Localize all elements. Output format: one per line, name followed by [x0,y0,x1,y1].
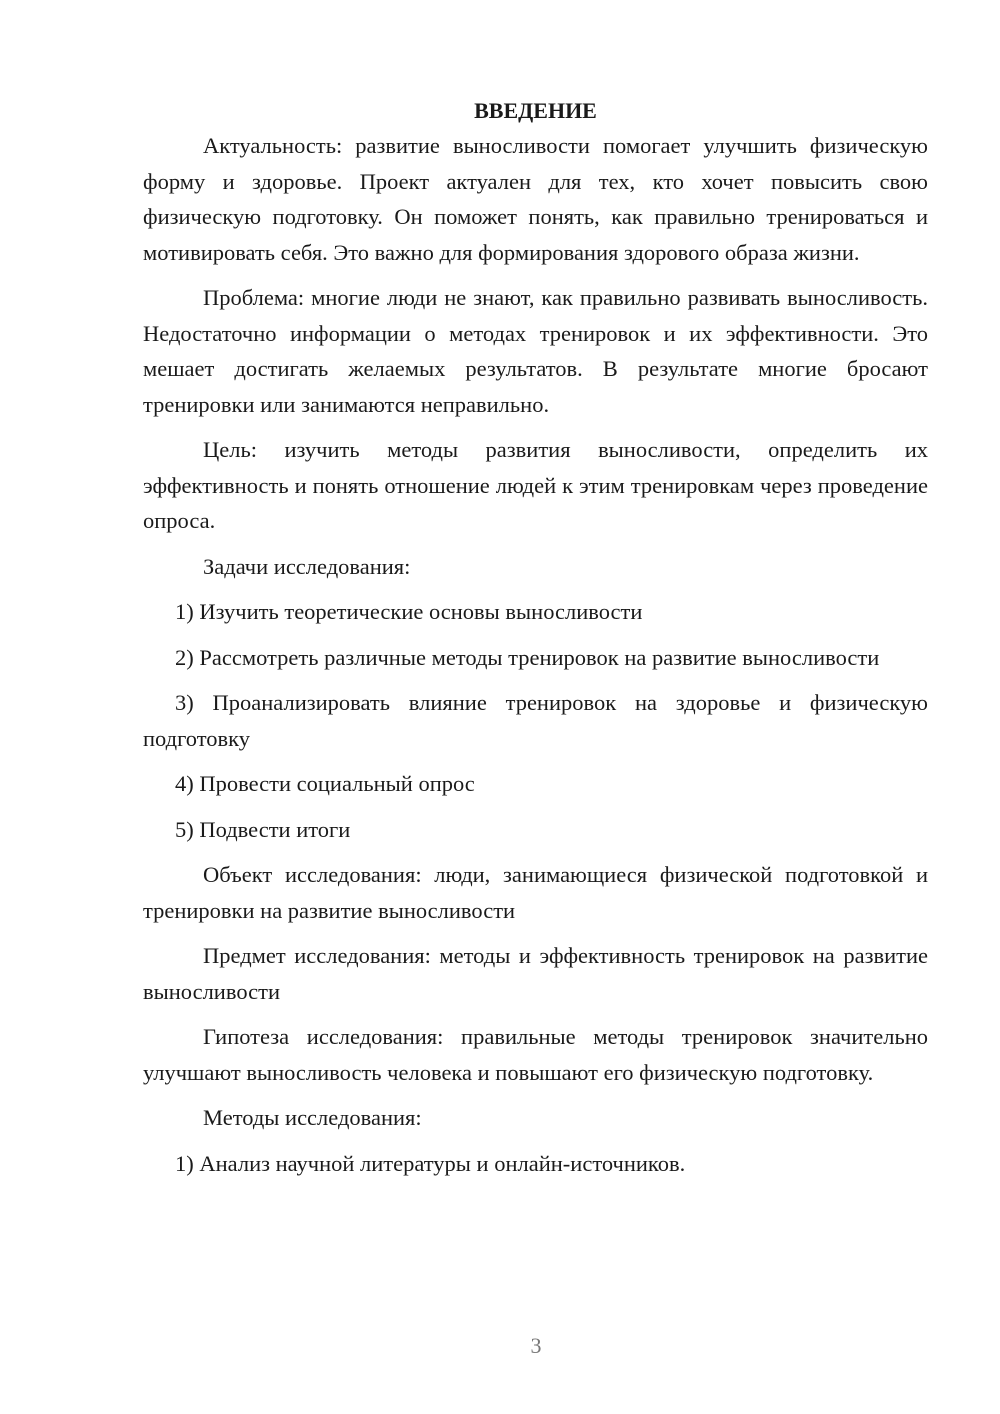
task-item-1: 1) Изучить теоретические основы выносливости [175,599,643,624]
subject-paragraph: Предмет исследования: методы и эффективность тренировок на развитие выносливости [143,943,928,1004]
hypothesis-paragraph: Гипотеза исследования: правильные методы тренировок значительно улучшают выносливость человека и повышают его физическую подготовку. [143,1024,928,1085]
object-paragraph: Объект исследования: люди, занимающиеся физической подготовкой и тренировки на развитие выносливости [143,862,928,923]
relevance-paragraph: Актуальность: развитие выносливости помогает улучшить физическую форму и здоровье. Проект актуален для тех, кто хочет повысить свою физическую подготовку. Он поможет понять, как правильно тренироваться и мотивировать себя. Это важно для формирования здорового образа жизни. [143,133,928,265]
page-number: 3 [530,1333,542,1358]
method-item-1: 1) Анализ научной литературы и онлайн-источников. [175,1150,686,1176]
task-item-5: 5) Подвести итоги [175,816,351,842]
goal-paragraph: Цель: изучить методы развития выносливости, определить их эффективность и понять отношение людей к этим тренировкам через проведение опроса. [143,437,928,533]
methods-heading: Методы исследования: [203,1105,422,1130]
page-title: ВВЕДЕНИЕ [474,98,597,123]
tasks-heading: Задачи исследования: [203,553,411,579]
page-content [143,93,928,1191]
task-item-4: 4) Провести социальный опрос [175,771,475,796]
problem-paragraph: Проблема: многие люди не знают, как правильно развивать выносливость. Недостаточно информации о методах тренировок и их эффективности. Это мешает достигать желаемых результатов. В результате многие бросают тренировки или занимаются неправильно. [143,285,928,417]
task-item-3: 3) Проанализировать влияние тренировок на здоровье и физическую подготовку [143,690,928,751]
task-item-2: 2) Рассмотреть различные методы тренировок на развитие выносливости [175,644,880,670]
